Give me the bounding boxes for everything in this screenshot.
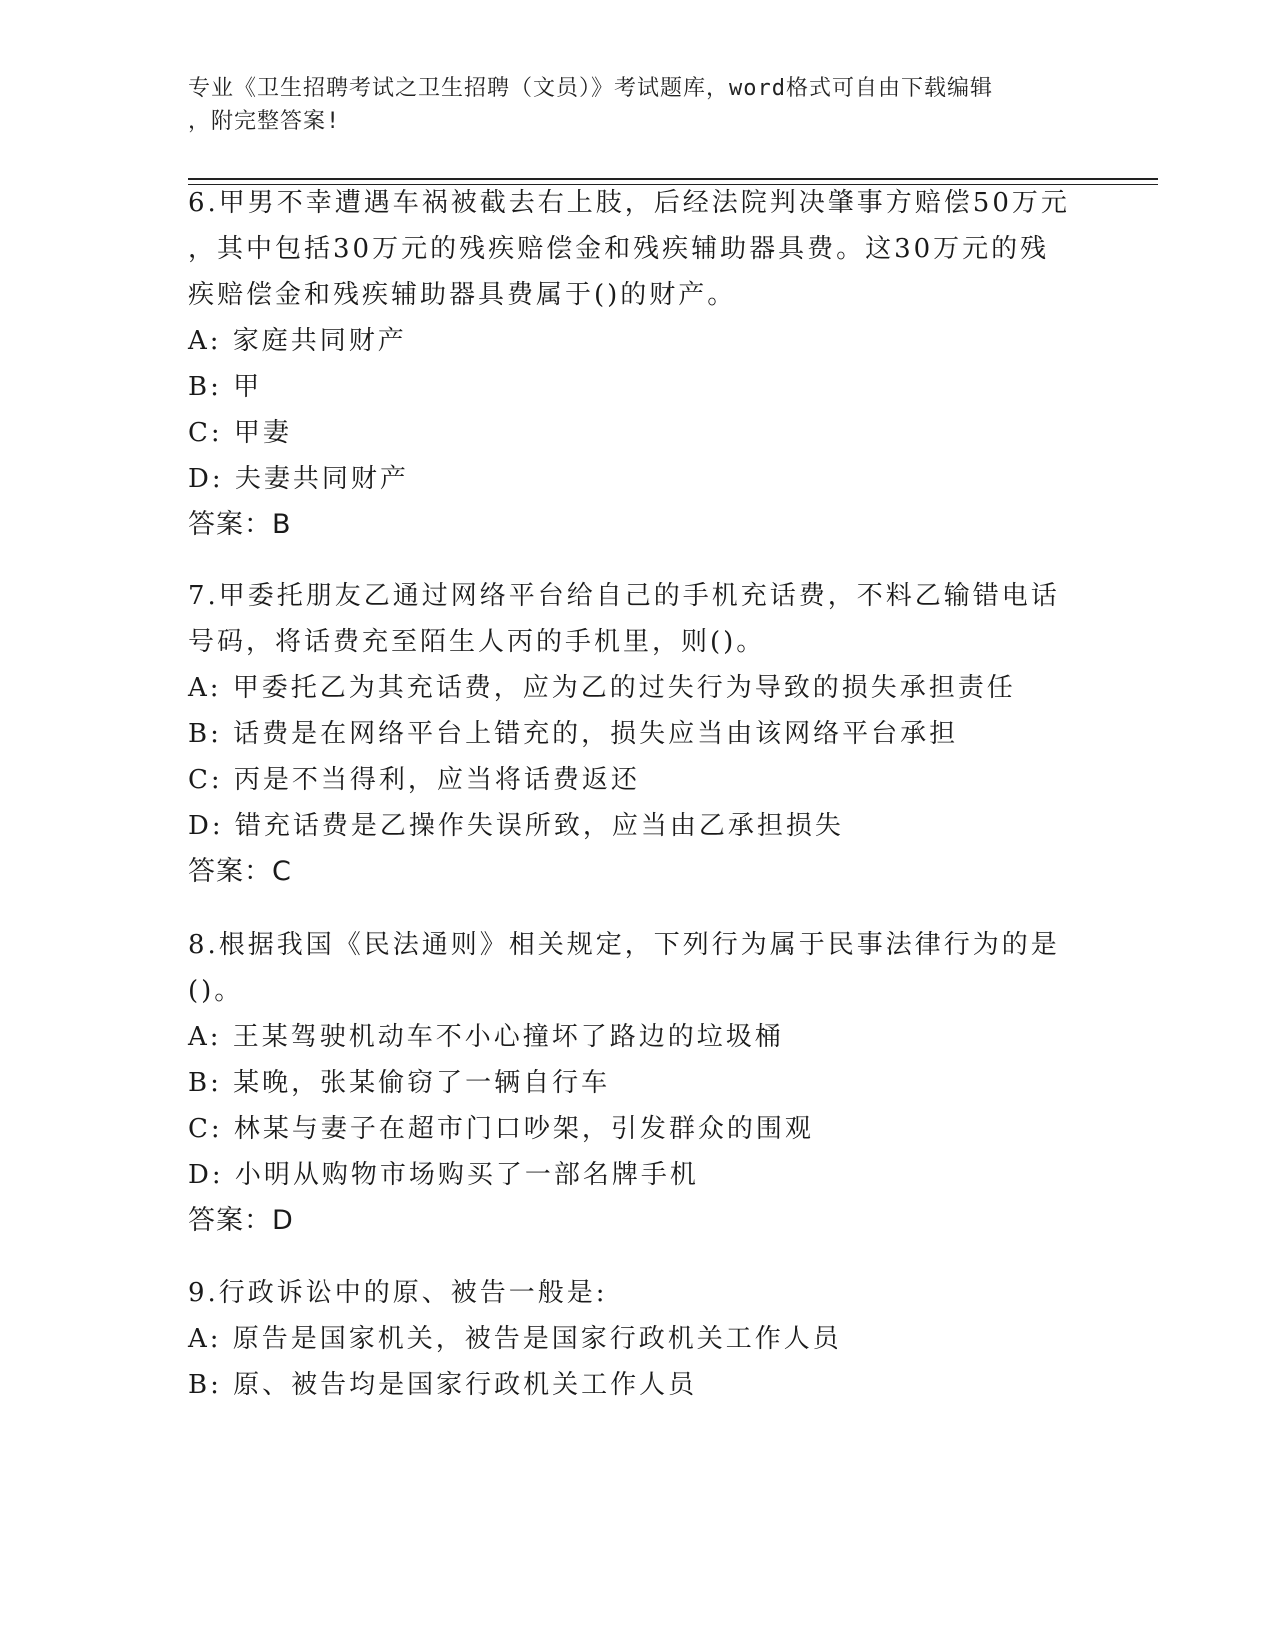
question-6 (188, 180, 1088, 548)
option-a: A: 王某驾驶机动车不小心撞坏了路边的垃圾桶 (188, 1022, 784, 1052)
header-line-2: ，附完整答案! (188, 109, 341, 134)
option-b: B: 某晚，张某偷窃了一辆自行车 (188, 1068, 611, 1098)
answer: 答案：D (188, 1205, 294, 1236)
option-b: B: 话费是在网络平台上错充的，损失应当由该网络平台承担 (188, 719, 959, 749)
option-b: B: 甲 (188, 372, 263, 402)
question-text-line: 7.甲委托朋友乙通过网络平台给自己的手机充话费，不料乙输错电话 (188, 581, 1060, 611)
question-text-line: 9.行政诉讼中的原、被告一般是: (188, 1278, 608, 1308)
question-text-line: 6.甲男不幸遭遇车祸被截去右上肢，后经法院判决肇事方赔偿50万元 (188, 188, 1070, 218)
question-text-line: ()。 (188, 976, 244, 1006)
option-d: D: 错充话费是乙操作失误所致，应当由乙承担损失 (188, 811, 844, 841)
option-d: D: 小明从购物市场购买了一部名牌手机 (188, 1160, 699, 1190)
question-text-line: 号码，将话费充至陌生人丙的手机里，则()。 (188, 627, 766, 657)
option-c: C: 林某与妻子在超市门口吵架，引发群众的围观 (188, 1114, 814, 1144)
option-c: C: 甲妻 (188, 418, 292, 448)
answer: 答案：C (188, 856, 292, 887)
option-a: A: 原告是国家机关，被告是国家行政机关工作人员 (188, 1324, 842, 1354)
document-header (188, 72, 1088, 138)
question-9 (188, 1270, 1088, 1408)
header-line-1: 专业《卫生招聘考试之卫生招聘（文员）》考试题库，word格式可自由下载编辑 (188, 76, 993, 101)
option-a: A: 家庭共同财产 (188, 326, 407, 356)
option-b: B: 原、被告均是国家行政机关工作人员 (188, 1370, 698, 1400)
question-text-line: 8.根据我国《民法通则》相关规定，下列行为属于民事法律行为的是 (188, 930, 1060, 960)
option-c: C: 丙是不当得利，应当将话费返还 (188, 765, 640, 795)
option-d: D: 夫妻共同财产 (188, 464, 409, 494)
question-text-line: ，其中包括30万元的残疾赔偿金和残疾辅助器具费。这30万元的残 (188, 234, 1050, 264)
question-7 (188, 573, 1088, 895)
answer: 答案：B (188, 509, 292, 540)
option-a: A: 甲委托乙为其充话费，应为乙的过失行为导致的损失承担责任 (188, 673, 1016, 703)
question-8 (188, 922, 1088, 1244)
question-text-line: 疾赔偿金和残疾辅助器具费属于()的财产。 (188, 280, 737, 310)
